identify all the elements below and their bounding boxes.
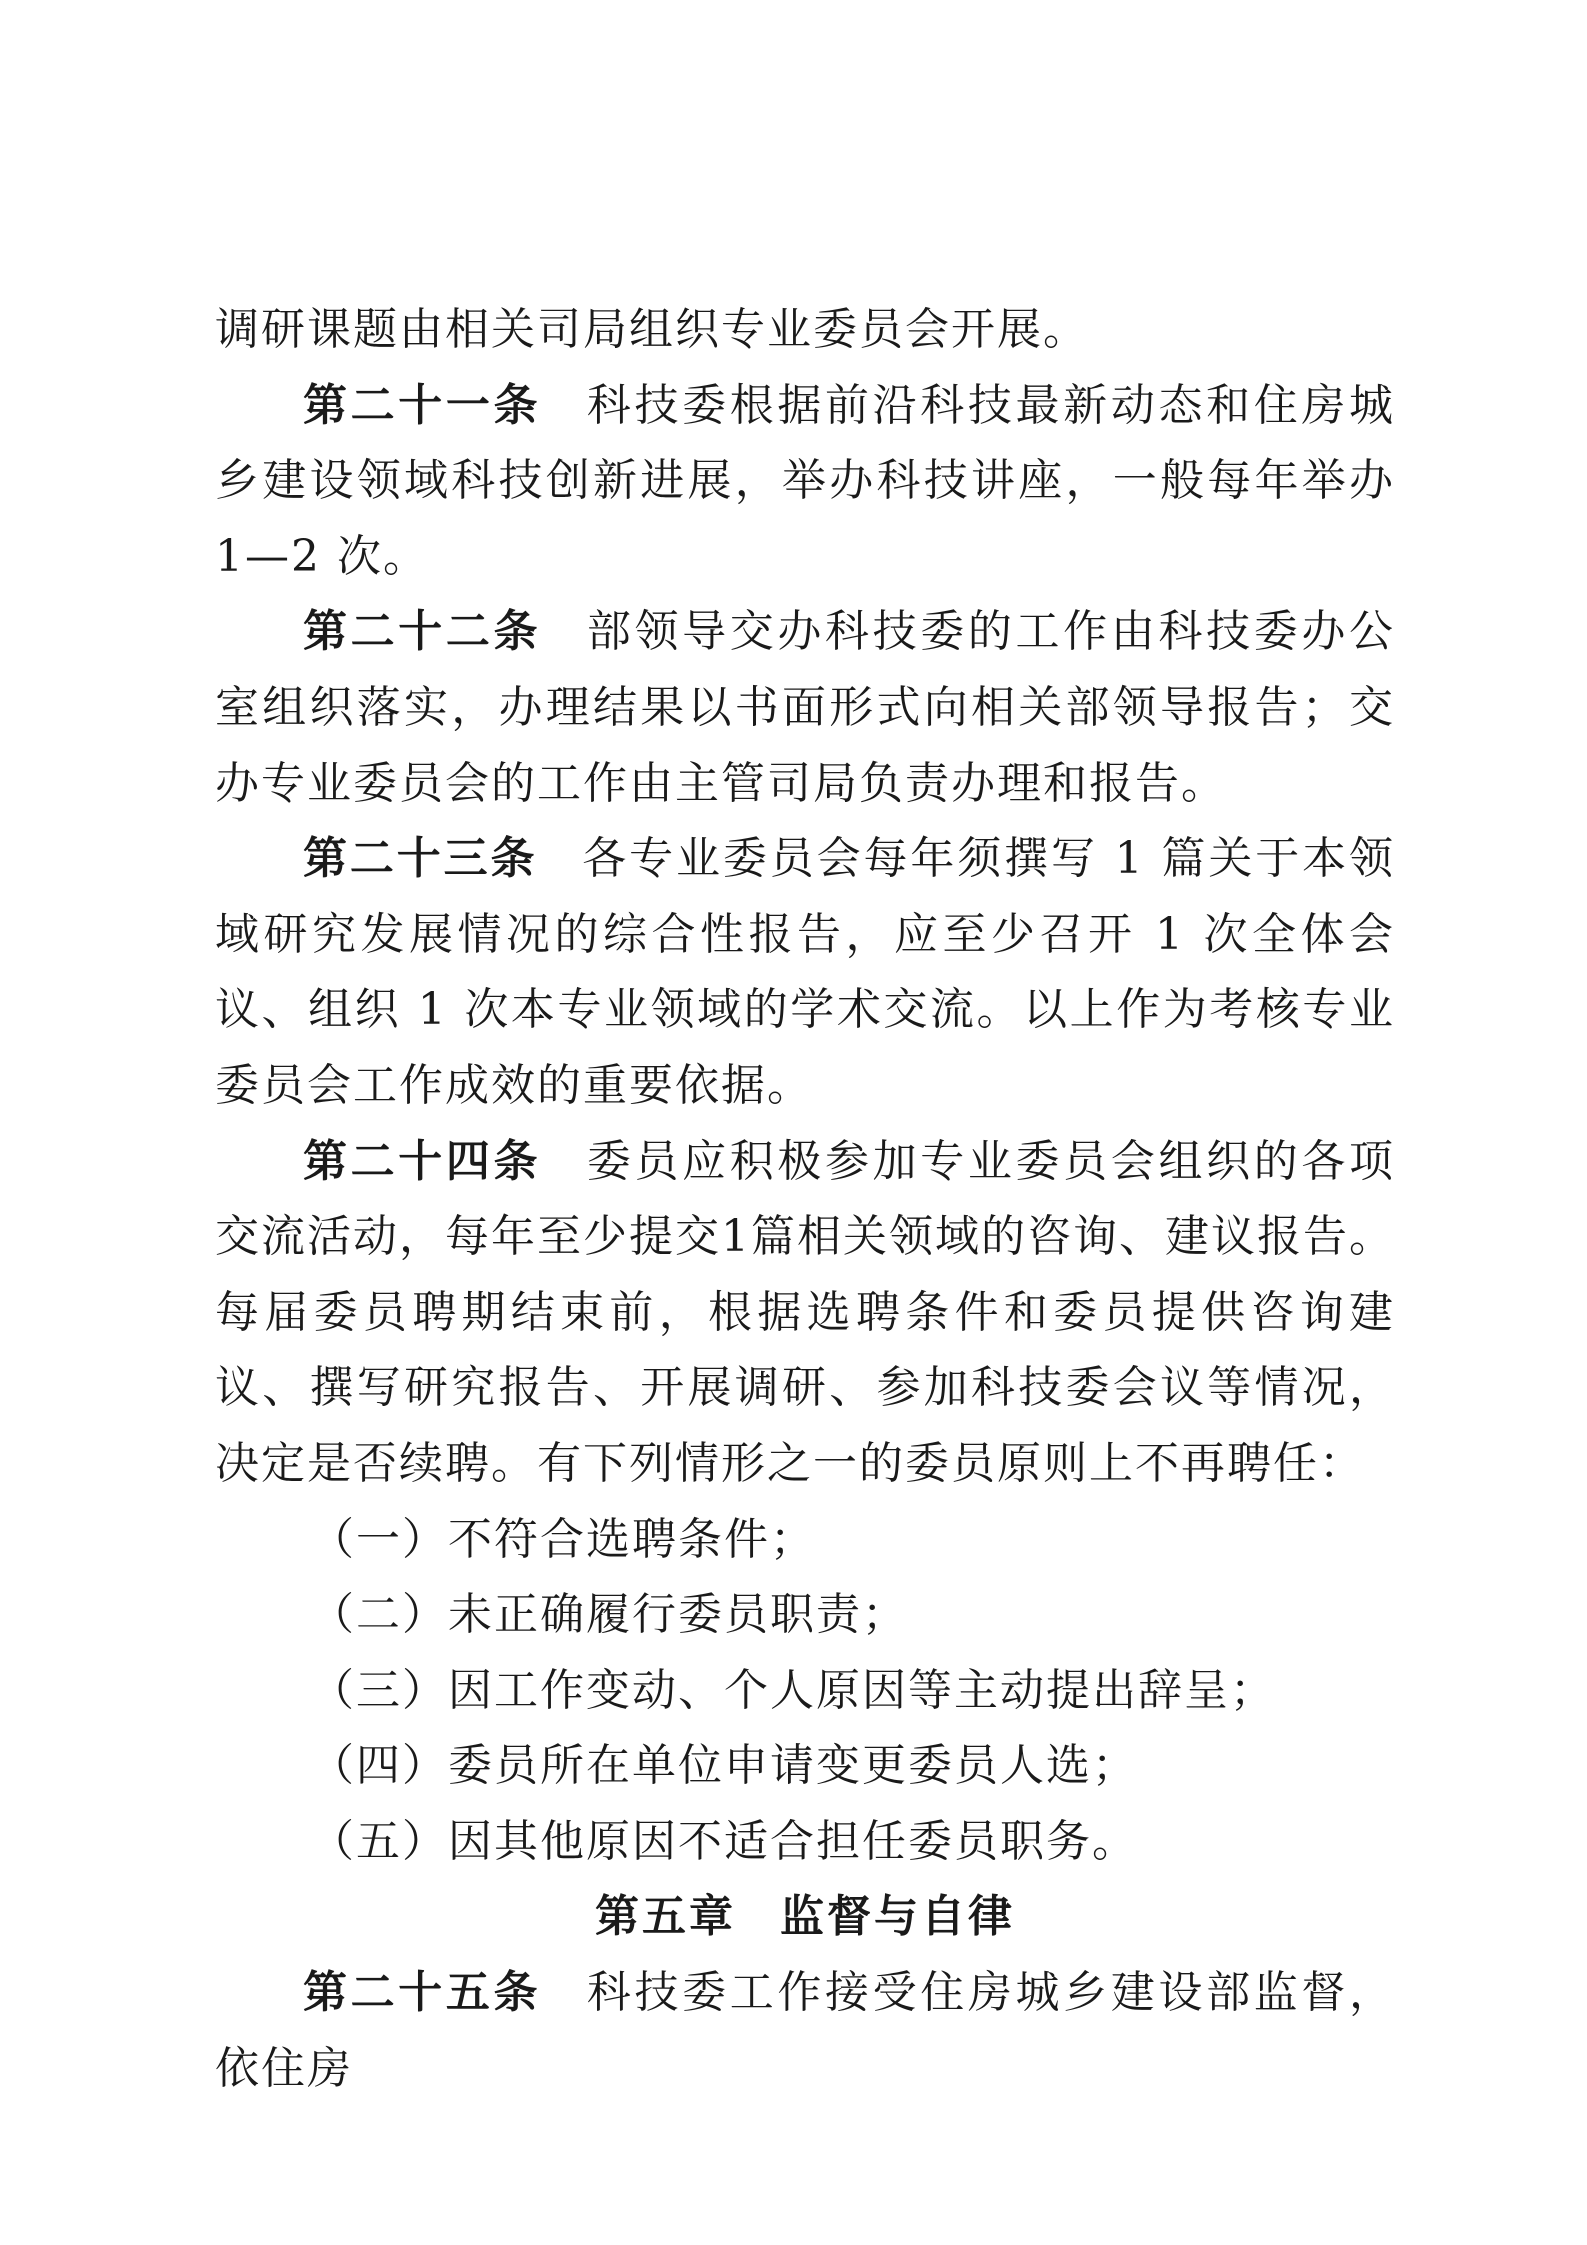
article-text: 各专业委员会每年须撰写 1 篇关于本领域研究发展情况的综合性报告，应至少召开 1 次全体会议、组织 1 次本专业领域的学术交流。以上作为考核专业委员会工作成效的重要依据。	[215, 833, 1396, 1111]
article-text: 部领导交办科技委的工作由科技委办公室组织落实，办理结果以书面形式向相关部领导报告；交办专业委员会的工作由主管司局负责办理和报告。	[215, 606, 1396, 809]
list-item-3: （三）因工作变动、个人原因等主动提出辞呈；	[310, 1664, 1276, 1716]
intro-paragraph: 调研课题由相关司局组织专业委员会开展。	[215, 304, 1089, 355]
article-22	[215, 594, 1395, 821]
article-24	[215, 1124, 1395, 1502]
article-number: 第二十五条	[303, 1967, 542, 2019]
document-body	[215, 292, 1395, 2106]
list-item-4: （四）委员所在单位申请变更委员人选；	[310, 1740, 1138, 1792]
article-25	[215, 1955, 1395, 2106]
article-text: 委员应积极参加专业委员会组织的各项交流活动，每年至少提交1篇相关领域的咨询、建议报告。每届委员聘期结束前，根据选聘条件和委员提供咨询建议、撰写研究报告、开展调研、参加科技委会议等情况，决定是否续聘。有下列情形之一的委员原则上不再聘任：	[215, 1135, 1396, 1489]
article-23	[215, 821, 1395, 1123]
chapter-number: 第五章	[595, 1891, 736, 1943]
article-text: 科技委根据前沿科技最新动态和住房城乡建设领域科技创新进展，举办科技讲座，一般每年举办 1—2 次。	[215, 379, 1396, 582]
chapter-heading	[215, 1879, 1395, 1955]
article-text: 科技委工作接受住房城乡建设部监督，依住房	[215, 1967, 1396, 2094]
list-item-1: （一）不符合选聘条件；	[310, 1513, 816, 1565]
list-item-2: （二）未正确履行委员职责；	[310, 1589, 908, 1641]
article-number: 第二十三条	[303, 833, 538, 885]
article-number: 第二十一条	[303, 379, 542, 431]
chapter-title: 监督与自律	[780, 1891, 1015, 1943]
list-item-5: （五）因其他原因不适合担任委员职务。	[310, 1815, 1138, 1867]
article-number: 第二十二条	[303, 606, 542, 658]
article-21	[215, 368, 1395, 595]
article-number: 第二十四条	[303, 1135, 542, 1187]
